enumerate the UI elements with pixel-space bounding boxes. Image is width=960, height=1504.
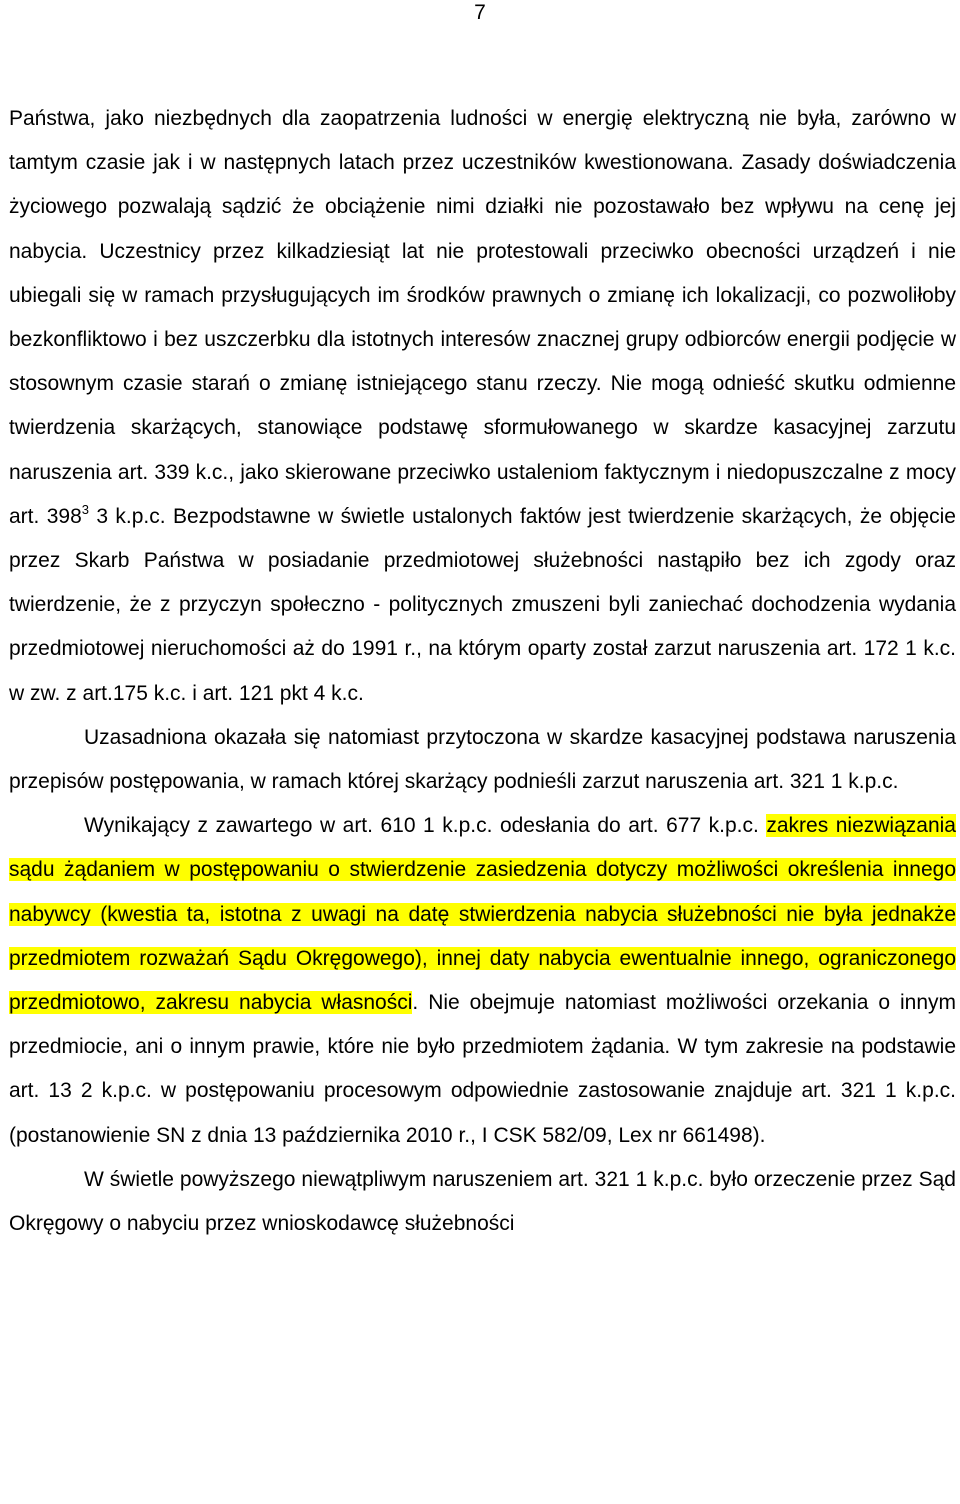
- paragraph-4: W świetle powyższego niewątpliwym naruszeniem art. 321 1 k.p.c. było orzeczenie przez Sąd Okręgowy o nabyciu przez wnioskodawcę służebności: [9, 1167, 956, 1236]
- paragraph-1-text: Państwa, jako niezbędnych dla zaopatrzenia ludności w energię elektryczną nie była, zarówno w tamtym czasie jak i w następnych latach przez uczestników kwestionowana. Zasady doświadczenia życiowego pozwalają sądzić że obciążenie nimi działki nie pozostawało bez wpływu na cenę jej nabycia. Uczestnicy przez kilkadziesiąt lat nie protestowali przeciwko obecności urządzeń i nie ubiegali się w ramach przysługujących im środków prawnych o zmianę ich lokalizacji, co pozwoliłoby bezkonfliktowo i bez uszczerbku dla istotnych interesów znacznej grupy odbiorców energii podjęcie w stosownym czasie starań o zmianę istniejącego stanu rzeczy. Nie mogą odnieść skutku odmienne twierdzenia skarżących, stanowiące podstawę sformułowanego w skardze kasacyjnej zarzutu naruszenia art. 339 k.c., jako skierowane przeciwko ustaleniom faktycznym i niedopuszczalne z mocy art. 398: [9, 107, 956, 528]
- paragraph-1-text-continued: 3 k.p.c. Bezpodstawne w świetle ustalonych faktów jest twierdzenie skarżących, że objęcie przez Skarb Państwa w posiadanie przedmiotowej służebności nastąpiło bez ich zgody oraz twierdzenie, że z przyczyn społeczno - politycznych zmuszeni byli zaniechać dochodzenia wydania przedmiotowej nieruchomości aż do 1991 r., na którym oparty został zarzut naruszenia art. 172 1 k.c. w zw. z art.175 k.c. i art. 121 pkt 4 k.c.: [9, 504, 956, 705]
- paragraph-3-text: Wynikający z zawartego w art. 610 1 k.p.c. odesłania do art. 677 k.p.c.: [84, 814, 767, 838]
- document-body: [9, 97, 956, 1246]
- superscript: 3: [81, 501, 89, 517]
- highlighted-text: zakres niezwiązania sądu żądaniem w postępowaniu o stwierdzenie zasiedzenia dotyczy możliwości określenia innego nabywcy (kwestia ta, istotna z uwagi na datę stwierdzenia nabycia służebności nie była jednakże przedmiotem rozważań Sądu Okręgowego), innej daty nabycia ewentualnie innego, ograniczonego przedmiotowo, zakresu nabycia własności: [9, 814, 956, 1015]
- paragraph-3-text-after: . Nie obejmuje natomiast możliwości orzekania o innym przedmiocie, ani o innym prawie, które nie było przedmiotem żądania. W tym zakresie na podstawie art. 13 2 k.p.c. w postępowaniu procesowym odpowiednie zastosowanie znajduje art. 321 1 k.p.c. (postanowienie SN z dnia 13 października 2010 r., I CSK 582/09, Lex nr 661498).: [9, 991, 957, 1147]
- paragraph-2: Uzasadniona okazała się natomiast przytoczona w skardze kasacyjnej podstawa naruszenia przepisów postępowania, w ramach której skarżący podnieśli zarzut naruszenia art. 321 1 k.p.c.: [9, 725, 956, 794]
- paragraph-1: [9, 97, 956, 716]
- page-number: 7: [474, 1, 486, 24]
- paragraph-3: [9, 804, 956, 1158]
